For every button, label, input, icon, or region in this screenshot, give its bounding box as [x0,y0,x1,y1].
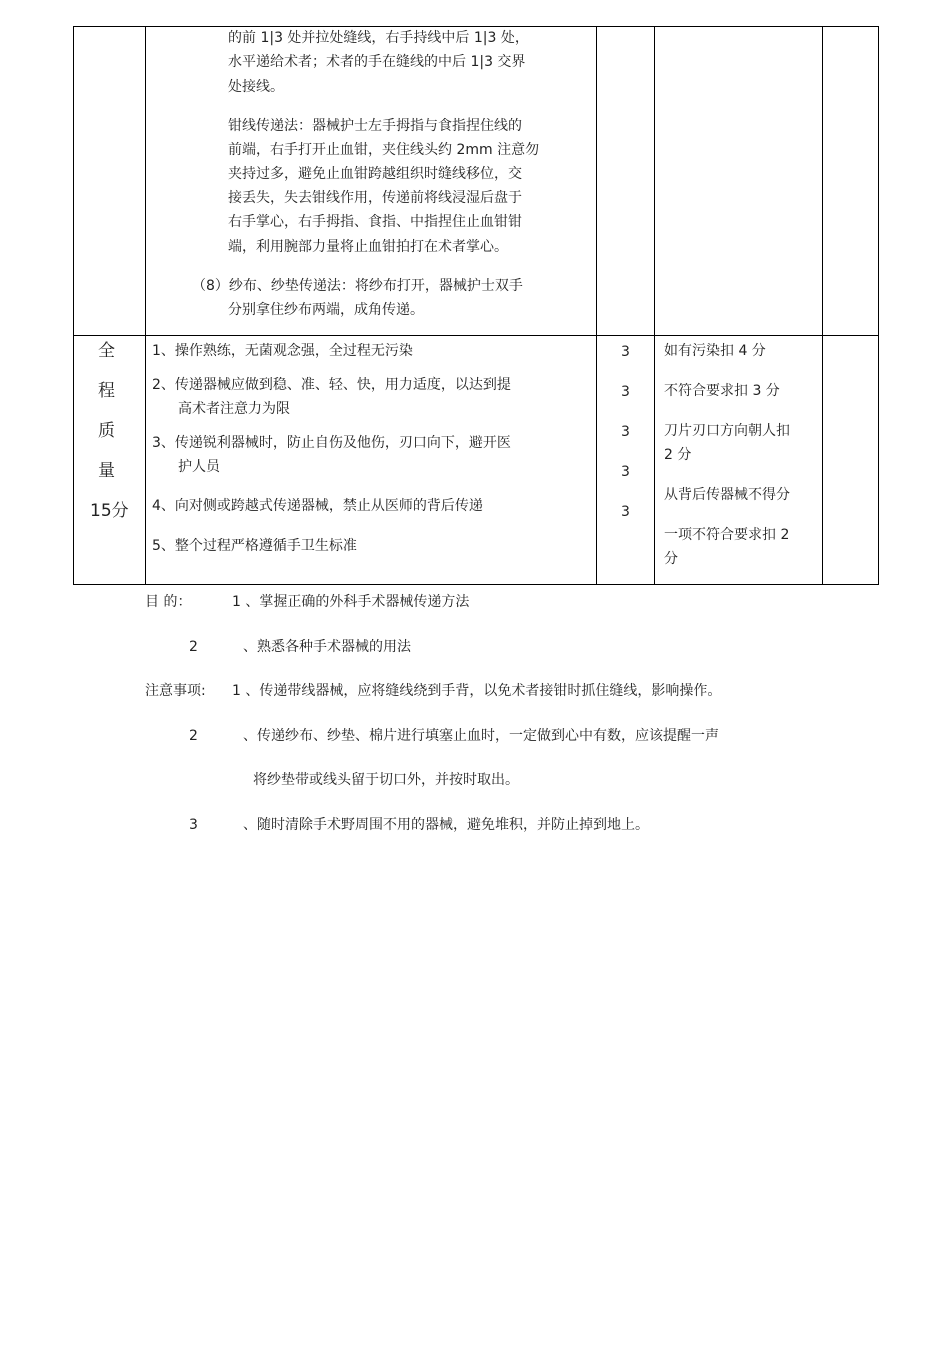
caution-3: 、随时清除手术野周围不用的器械，避免堆积，并防止掉到地上。 [243,817,649,833]
caution-3-number: 3 [189,817,198,833]
caution-label: 注意事项: [145,683,206,699]
table-left-border [73,26,74,585]
score-1: 3 [621,344,630,360]
purpose-1: 1 、掌握正确的外科手术器械传递方法 [232,594,470,610]
deduction-1: 如有污染扣 4 分 [664,343,766,359]
score-2: 3 [621,384,630,400]
deduction-3-cont: 2 分 [664,447,692,463]
title-char-1: 全 [98,341,115,361]
table-col-divider-1 [145,26,146,585]
upper-line-4: 钳线传递法：器械护士左手拇指与食指捏住线的 [228,118,522,134]
deduction-5-cont: 分 [664,551,678,567]
upper-line-5: 前端，右手打开止血钳，夹住线头约 2mm 注意勿 [228,142,540,158]
quality-item-2-cont: 高术者注意力为限 [178,401,290,417]
quality-item-5: 5、整个过程严格遵循手卫生标准 [152,538,357,554]
table-right-border [878,26,879,585]
caution-2b: 将纱垫带或线头留于切口外，并按时取出。 [253,772,519,788]
deduction-4: 从背后传器械不得分 [664,487,790,503]
table-col-divider-3 [654,26,655,585]
table-col-divider-2 [596,26,597,585]
score-5: 3 [621,504,630,520]
upper-line-8: 右手掌心，右手拇指、食指、中指捏住止血钳钳 [228,214,522,230]
quality-item-1: 1、操作熟练，无菌观念强，全过程无污染 [152,343,413,359]
table-row-divider [73,335,879,336]
deduction-3: 刀片刃口方向朝人扣 [664,423,790,439]
caution-2-number: 2 [189,728,198,744]
upper-line-1: 的前 1|3 处并拉处缝线，右手持线中后 1|3 处， [228,30,529,46]
purpose-2-number: 2 [189,639,198,655]
quality-item-3-cont: 护人员 [178,459,220,475]
deduction-5: 一项不符合要求扣 2 [664,527,790,543]
purpose-label: 目 的： [145,594,192,610]
quality-item-2: 2、传递器械应做到稳、准、轻、快，用力适度，以达到提 [152,377,511,393]
score-4: 3 [621,464,630,480]
upper-line-10: （8）纱布、纱垫传递法：将纱布打开，器械护士双手 [192,278,523,294]
quality-item-4: 4、向对侧或跨越式传递器械，禁止从医师的背后传递 [152,498,483,514]
upper-line-11: 分别拿住纱布两端，成角传递。 [228,302,424,318]
upper-line-3: 处接线。 [228,79,284,95]
caution-2a: 、传递纱布、纱垫、棉片进行填塞止血时，一定做到心中有数，应该提醒一声 [243,728,719,744]
table-bottom-border [73,584,879,585]
purpose-2: 、熟悉各种手术器械的用法 [243,639,411,655]
upper-line-7: 接丢失，失去钳线作用，传递前将线浸湿后盘于 [228,190,522,206]
caution-1: 1 、传递带线器械，应将缝线绕到手背，以免术者接钳时抓住缝线，影响操作。 [232,683,722,699]
title-char-2: 程 [98,381,115,401]
deduction-2: 不符合要求扣 3 分 [664,383,780,399]
table-top-border [73,26,879,27]
quality-item-3: 3、传递锐利器械时，防止自伤及他伤，刃口向下，避开医 [152,435,511,451]
upper-line-9: 端，利用腕部力量将止血钳拍打在术者掌心。 [228,239,508,255]
title-char-3: 质 [98,421,115,441]
upper-line-6: 夹持过多，避免止血钳跨越组织时缝线移位，交 [228,166,522,182]
title-char-4: 量 [98,461,115,481]
title-score: 15分 [90,501,129,521]
upper-line-2: 水平递给术者；术者的手在缝线的中后 1|3 交界 [228,54,526,70]
table-col-divider-4 [822,26,823,585]
score-3: 3 [621,424,630,440]
